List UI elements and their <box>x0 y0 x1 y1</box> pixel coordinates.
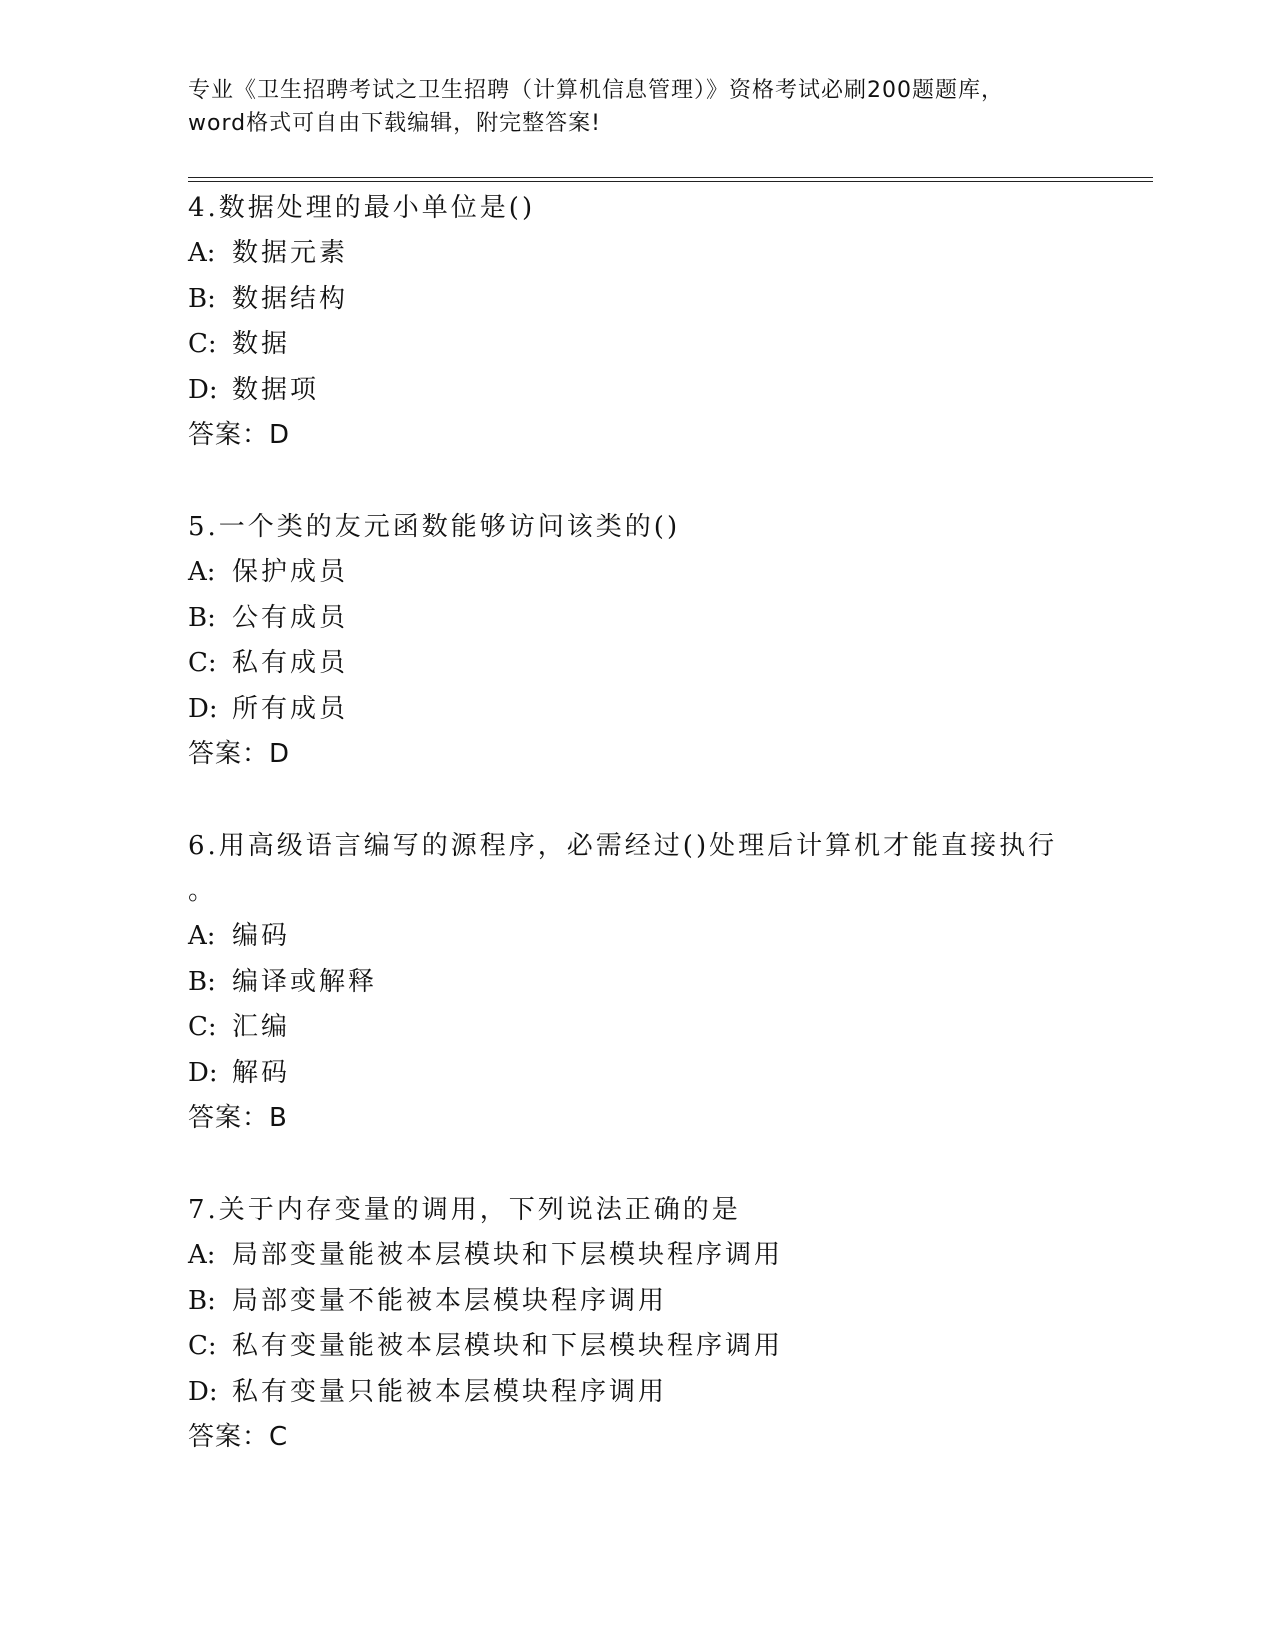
option-text: 局部变量不能被本层模块程序调用 <box>232 1285 668 1316</box>
option-key: A: <box>188 238 216 268</box>
answer-line: 答案：B <box>188 1103 288 1133</box>
answer-line: 答案：D <box>188 420 291 450</box>
option-d <box>188 1370 1088 1416</box>
option-key: A: <box>188 557 216 587</box>
option-text: 编码 <box>232 921 291 951</box>
option-a <box>188 1233 1088 1279</box>
question-list <box>188 186 1088 1460</box>
option-text: 保护成员 <box>232 557 349 587</box>
option-key: B: <box>188 283 216 314</box>
question-spacer <box>188 777 1088 824</box>
option-key: D: <box>188 374 218 405</box>
answer-line: 答案：D <box>188 739 291 769</box>
option-text: 数据元素 <box>232 238 349 268</box>
option-b <box>188 960 1088 1006</box>
question-spacer <box>188 1141 1088 1188</box>
option-key: C: <box>188 648 217 678</box>
header-title-line-2: word格式可自由下载编辑，附完整答案! <box>188 111 601 136</box>
question-stem: 7.关于内存变量的调用，下列说法正确的是 <box>188 1195 741 1225</box>
question-item <box>188 505 1088 777</box>
option-text: 数据结构 <box>232 283 349 314</box>
option-c <box>188 641 1088 687</box>
option-key: C: <box>188 1331 217 1361</box>
option-key: D: <box>188 1376 218 1407</box>
option-text: 汇编 <box>232 1012 291 1042</box>
option-key: B: <box>188 966 216 997</box>
option-key: A: <box>188 921 216 951</box>
question-item <box>188 186 1088 458</box>
option-text: 解码 <box>232 1057 291 1088</box>
option-a <box>188 914 1088 960</box>
answer-line: 答案：C <box>188 1422 289 1452</box>
option-d <box>188 687 1088 733</box>
option-c <box>188 1324 1088 1370</box>
option-text: 所有成员 <box>232 693 349 724</box>
option-key: A: <box>188 1240 216 1270</box>
option-b <box>188 277 1088 323</box>
question-spacer <box>188 458 1088 505</box>
option-b <box>188 1279 1088 1325</box>
option-text: 局部变量能被本层模块和下层模块程序调用 <box>232 1240 784 1270</box>
option-a <box>188 550 1088 596</box>
option-c <box>188 1005 1088 1051</box>
option-text: 公有成员 <box>232 602 349 633</box>
option-a <box>188 231 1088 277</box>
document-header <box>188 74 1088 140</box>
option-b <box>188 596 1088 642</box>
question-stem-continuation: 。 <box>188 876 218 906</box>
question-item <box>188 824 1088 1141</box>
option-text: 私有变量能被本层模块和下层模块程序调用 <box>232 1331 784 1361</box>
option-d <box>188 1051 1088 1097</box>
option-text: 私有成员 <box>232 648 349 678</box>
header-divider <box>188 177 1153 182</box>
question-stem: 5.一个类的友元函数能够访问该类的() <box>188 512 681 542</box>
option-key: B: <box>188 602 216 633</box>
option-d <box>188 368 1088 414</box>
option-text: 私有变量只能被本层模块程序调用 <box>232 1376 668 1407</box>
question-stem: 4.数据处理的最小单位是() <box>188 193 536 223</box>
option-text: 数据项 <box>232 374 320 405</box>
option-key: D: <box>188 1057 218 1088</box>
option-key: C: <box>188 1012 217 1042</box>
option-key: B: <box>188 1285 216 1316</box>
option-text: 编译或解释 <box>232 966 378 997</box>
option-c <box>188 322 1088 368</box>
header-title-line-1: 专业《卫生招聘考试之卫生招聘（计算机信息管理）》资格考试必刷200题题库， <box>188 78 1004 103</box>
option-key: D: <box>188 693 218 724</box>
option-text: 数据 <box>232 329 291 359</box>
question-item <box>188 1188 1088 1460</box>
option-key: C: <box>188 329 217 359</box>
question-stem: 6.用高级语言编写的源程序，必需经过()处理后计算机才能直接执行 <box>188 831 1058 861</box>
